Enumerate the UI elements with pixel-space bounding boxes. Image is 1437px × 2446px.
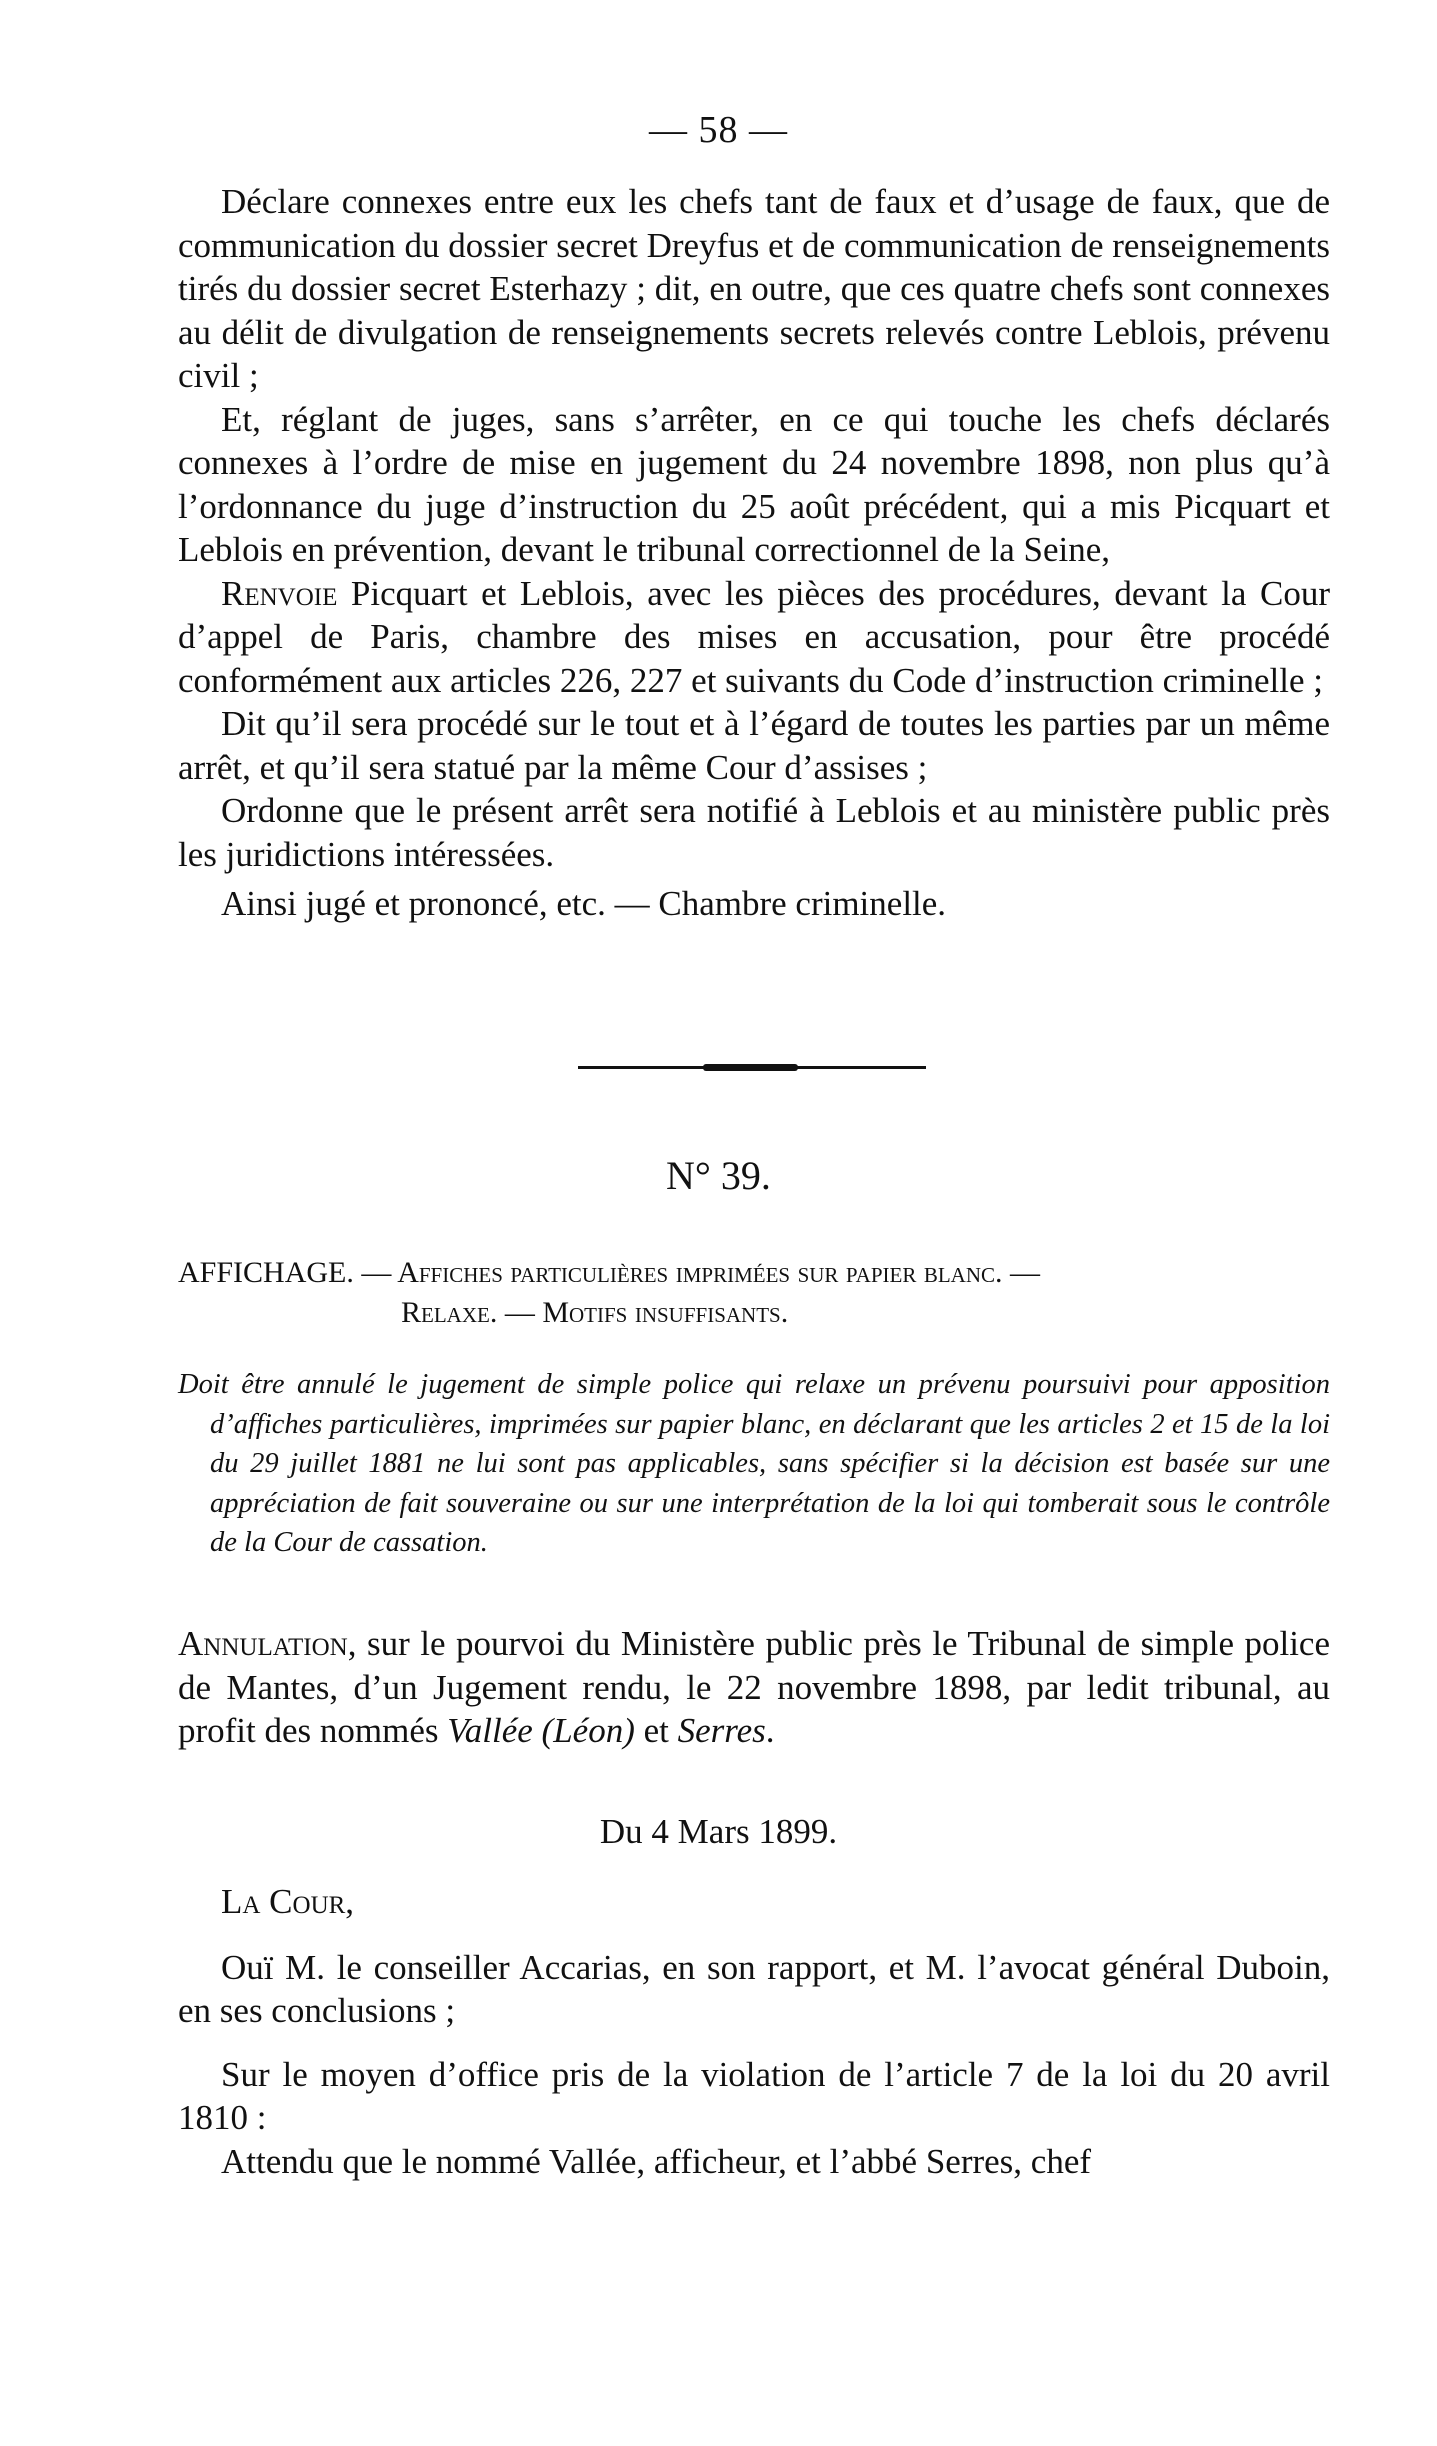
annulation-label: Annulation [178, 1624, 348, 1663]
annulation-and: et [634, 1711, 678, 1750]
summary-text: Doit être annulé le jugement de simple police qui relaxe un prévenu poursuivi pour apposition d’affiches particulières, imprimées sur papier blanc, en déclarant que les articles 2 et 15 de la loi du 29 juillet 1881 ne lui sont pas applicables, sans spécifier si la décision est basée sur une appréciation de fait souveraine ou sur une interprétation de la loi qui tomberait sous le contrôle de la Cour de cassation. [178, 1369, 1330, 1558]
paragraph: Ouï M. le conseiller Accarias, en son rapport, et M. l’avocat général Duboin, en ses conclusions ; [178, 1947, 1330, 2030]
paragraph: Ainsi jugé et prononcé, etc. — Chambre criminelle. [221, 884, 947, 923]
renvoie-text: Picquart et Leblois, avec les pièces des procédures, devant la Cour d’appel de Paris, chambre des mises en accusation, pour être procédé conformément aux articles 226, 227 et suivants du Code d’instruction criminelle ; [178, 573, 1330, 700]
paragraph-renvoie [178, 572, 1330, 703]
renvoie-label: Renvoie [221, 573, 338, 613]
headline-line-2: Relaxe. — Motifs insuffisants. [401, 1296, 789, 1329]
paragraph: Ordonne que le présent arrêt sera notifié à Leblois et au ministère public près les juridictions intéressées. [178, 791, 1330, 874]
court-salutation: La Cour, [221, 1882, 355, 1921]
page-number: — 58 — [649, 109, 788, 151]
paragraph: Déclare connexes entre eux les chefs tant de faux et d’usage de faux, que de communication du dossier secret Dreyfus et de communication de renseignements tirés du dossier secret Esterhazy ; dit, en outre, que ces quatre chefs sont connexes au délit de divulgation de renseignements secrets relevés contre Leblois, prévenu civil ; [178, 182, 1330, 395]
annulation-paragraph [178, 1622, 1330, 1753]
headline-line-1 [178, 1253, 1330, 1293]
paragraph: Dit qu’il sera procédé sur le tout et à l’égard de toutes les parties par un même arrêt, et qu’il sera statué par la même Cour d’assises ; [178, 704, 1330, 787]
paragraph: Et, réglant de juges, sans s’arrêter, en ce qui touche les chefs déclarés connexes à l’ordre de mise en jugement du 24 novembre 1898, non plus qu’à l’ordonnance du juge d’instruction du 25 août précédent, qui a mis Picquart et Leblois en prévention, devant le tribunal correctionnel de la Seine, [178, 399, 1330, 569]
headline-main: AFFICHAGE. [178, 1256, 354, 1289]
paragraph: Attendu que le nommé Vallée, afficheur, et l’abbé Serres, chef [221, 2141, 1092, 2181]
case-number: N° 39. [666, 1153, 771, 1198]
case-headline [178, 1253, 1330, 1333]
annulation-block [178, 1622, 1330, 1753]
annulation-end: . [765, 1711, 775, 1750]
case-summary [178, 1365, 1330, 1563]
party-name-1: Vallée (Léon) [447, 1711, 635, 1750]
section-divider [578, 1066, 926, 1069]
party-name-2: Serres [677, 1711, 766, 1750]
annulation-text: , sur le pourvoi du Ministère public près le Tribunal de simple police de Mantes, d’un Jugement rendu, le 22 novembre 1898, par ledit tribunal, au profit des nommés [178, 1624, 1330, 1750]
ruling-text-top [178, 180, 1330, 926]
ruling-text-bottom [178, 1880, 1330, 2183]
paragraph: Sur le moyen d’office pris de la violation de l’article 7 de la loi du 20 avril 1810 : [178, 2054, 1330, 2137]
headline-rest: — Affiches particulières imprimées sur papier blanc. — [353, 1256, 1041, 1289]
divider-ornament [703, 1064, 798, 1071]
decision-date: Du 4 Mars 1899. [599, 1812, 838, 1851]
